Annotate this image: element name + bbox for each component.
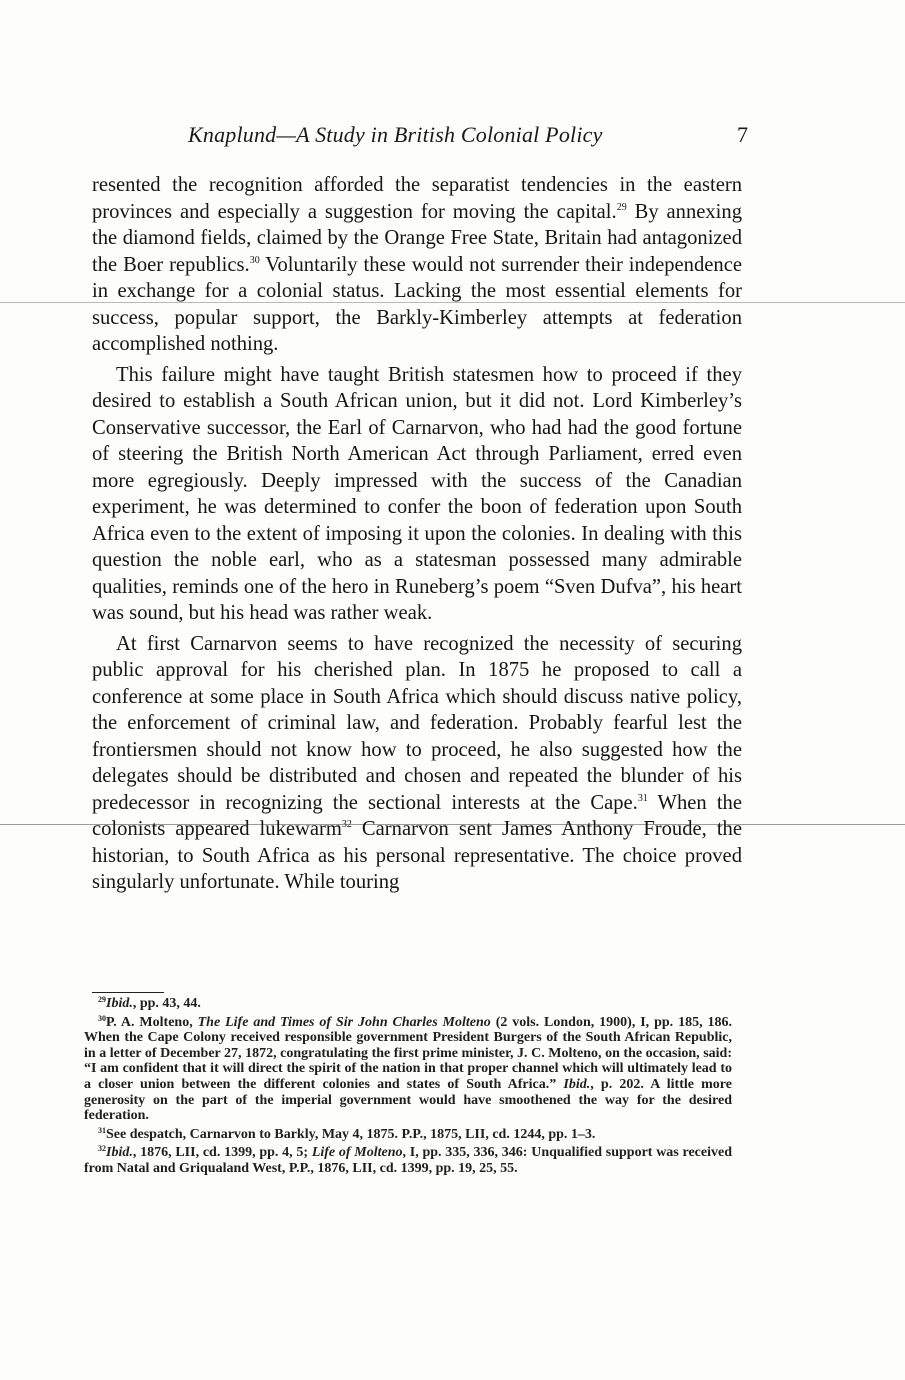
footnote <box>84 1127 732 1143</box>
footnote-ref: 32 <box>341 819 352 830</box>
page-number: 7 <box>737 122 748 147</box>
text-run: P. A. Molteno, <box>106 1014 198 1030</box>
italic-text: Ibid. <box>563 1076 591 1092</box>
paragraph <box>92 631 742 896</box>
text-run: Voluntarily these would not surrender their independence in exchange for a colonial status. Lacking the most essential elements for success, popular support, the Barkly-Kimberley attempts at federation accomplished nothing. <box>92 253 742 355</box>
footnote-ref: 29 <box>616 201 627 213</box>
paragraph <box>92 362 742 627</box>
text-run: Carnarvon sent James Anthony Froude, the historian, to South Africa as his personal representative. The choice proved singularly unfortunate. While touring <box>92 818 742 893</box>
footnotes <box>84 996 732 1180</box>
text-run: By annexing the diamond fields, claimed by the Orange Free State, Britain had antagonized the Boer republics. <box>92 200 743 276</box>
footnote-ref: 31 <box>637 792 648 804</box>
text-run: , 1876, LII, cd. 1399, pp. 4, 5; <box>132 1145 312 1161</box>
footnote <box>84 996 732 1012</box>
text-run: At first Carnarvon seems to have recognized the necessity of securing public approval for his cherished plan. In 1875 he proposed to call a conference at some place in South Africa which should discuss native policy, the enforcement of criminal law, and federation. Probably fearful lest the frontiersmen should not know how to proceed, he also suggested how the delegates should be distributed and chosen and repeated the blunder of his predecessor in recognizing the sectional interests at the Cape. <box>92 632 742 814</box>
paragraph <box>92 172 742 358</box>
text-run: This failure might have taught British statesmen how to proceed if they desired to establish a South African union, but it did not. Lord Kimberley’s Conservative successor, the Earl of Carnarvon, who had had the good fortune of steering the British North American Act through Parliament, erred even more egregiously. Deeply impressed with the success of the Canadian experiment, he was determined to confer the boon of federation upon South Africa even to the extent of imposing it upon the colonies. In dealing with this question the noble earl, who as a statesman possessed many admirable qualities, reminds one of the hero in Runeberg’s poem “Sven Dufva”, his heart was sound, but his head was rather weak. <box>92 363 742 624</box>
body-text <box>92 172 742 896</box>
text-run: , pp. 43, 44. <box>132 996 201 1011</box>
text-run: , p. 202. A little more generosity on the part of the imperial government would have smoothened the way for the desired federation. <box>84 1076 732 1124</box>
text-run: , I, pp. 335, 336, 346: Unqualified support was received from Natal and Griqualand West, P.P., 1876, LII, cd. 1399, pp. 19, 25, 55. <box>84 1145 732 1176</box>
footnote-rule <box>92 992 164 993</box>
italic-text: Ibid. <box>106 996 133 1011</box>
footnote <box>84 1015 732 1124</box>
text-run: resented the recognition afforded the separatist tendencies in the eastern provinces and especially a suggestion for moving the capital. <box>92 174 742 223</box>
running-title: Knaplund—A Study in British Colonial Policy <box>188 122 603 147</box>
text-run: See despatch, Carnarvon to Barkly, May 4, 1875. P.P., 1875, LII, cd. 1244, pp. 1–3. <box>106 1126 596 1142</box>
footnote <box>84 1145 732 1176</box>
italic-text: Life of Molteno <box>311 1145 403 1161</box>
footnote-number: 29 <box>98 995 106 1004</box>
italic-text: Ibid. <box>106 1145 133 1161</box>
text-run: When the colonists appeared lukewarm <box>92 791 742 840</box>
page-header <box>188 122 748 154</box>
footnote-ref: 30 <box>249 254 260 266</box>
footnote-number: 30 <box>98 1013 106 1023</box>
footnote-number: 32 <box>98 1144 106 1154</box>
text-run: (2 vols. London, 1900), I, pp. 185, 186. When the Cape Colony received responsible government President Burgers of the South African Republic, in a letter of December 27, 1872, congratulating the first prime minister, J. C. Molteno, on the occasion, said: “I am confident that it will direct the spirit of the nation in that proper channel which will ultimately lead to a closer union between the different colonies and states of South Africa.” <box>84 1014 732 1092</box>
footnote-number: 31 <box>98 1125 106 1135</box>
italic-text: The Life and Times of Sir John Charles Molteno <box>197 1014 491 1030</box>
